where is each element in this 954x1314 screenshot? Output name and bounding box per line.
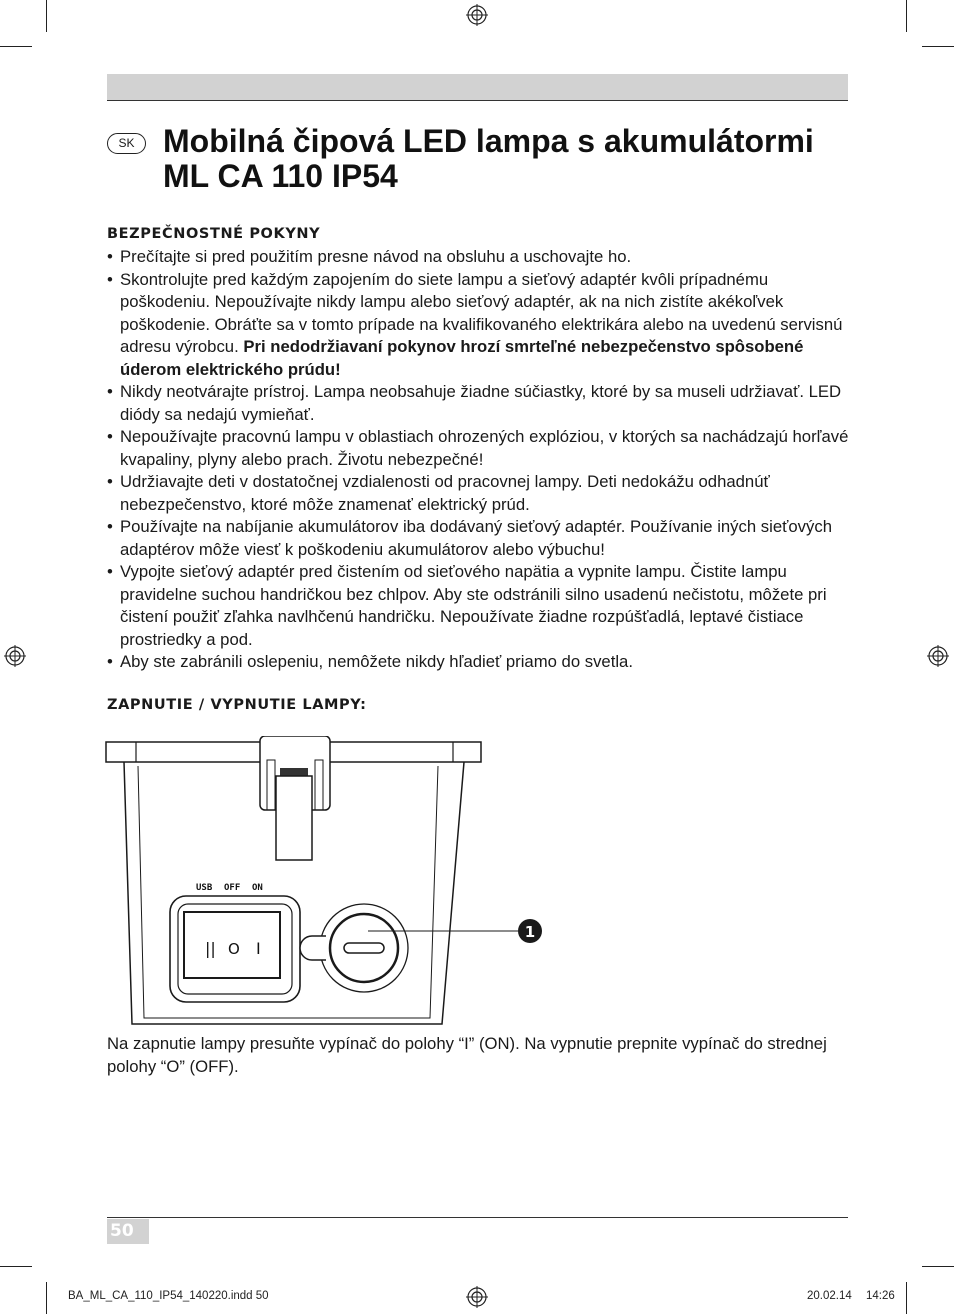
safety-item-warning: Pri nedodržiavaní pokynov hrozí smrteľné nebezpečenstvo spôsobené úderom elektrického prúdu!: [120, 337, 804, 379]
safety-item: [107, 516, 852, 561]
safety-item: [107, 471, 852, 516]
safety-item: [107, 561, 852, 651]
switch-label-off: OFF: [224, 883, 241, 893]
crop-mark: [0, 46, 32, 47]
registration-mark-icon: [466, 1286, 488, 1308]
safety-heading: BEZPEČNOSTNÉ POKYNY: [107, 226, 321, 242]
socket-tab: [300, 936, 326, 960]
switch-symbol-usb: ||: [205, 939, 216, 958]
lamp-switch-illustration: [104, 736, 544, 1028]
switch-symbol-on: I: [256, 939, 261, 958]
switch-label-on: ON: [252, 883, 263, 893]
slug-file-name: BA_ML_CA_110_IP54_140220.indd 50: [68, 1290, 269, 1302]
safety-item-text: Aby ste zabránili oslepeniu, nemôžete nikdy hľadieť priamo do svetla.: [120, 652, 633, 671]
crop-mark: [0, 1266, 32, 1267]
language-badge: SK: [107, 133, 146, 154]
safety-item: [107, 381, 852, 426]
safety-item-text: Skontrolujte pred každým zapojením do siete lampu a sieťový adaptér kvôli prípadnému poškodeniu. Nepoužívajte nikdy lampu alebo sieťový adaptér, ak na nich zistíte akékoľvek poškodenie. Obráťte sa v tomto prípade na kvalifikovaného elektrikára alebo na uvedenú servisnú adresu výrobcu.: [120, 269, 843, 356]
registration-mark-icon: [4, 645, 26, 667]
slug-date: 20.02.14: [807, 1290, 852, 1302]
socket-slot: [344, 943, 384, 953]
handle-strap: [276, 776, 312, 860]
safety-item: [107, 269, 852, 382]
footer-rule: [107, 1217, 848, 1218]
crop-mark: [922, 46, 954, 47]
registration-mark-icon: [927, 645, 949, 667]
slug-time: 14:26: [866, 1290, 895, 1302]
switch-symbol-off: O: [228, 940, 240, 958]
header-bar: [107, 74, 848, 101]
registration-mark-icon: [466, 4, 488, 26]
switch-instructions: Na zapnutie lampy presuňte vypínač do polohy “I” (ON). Na vypnutie prepnite vypínač do strednej polohy “O” (OFF).: [107, 1034, 827, 1076]
safety-item-text: Nikdy neotvárajte prístroj. Lampa neobsahuje žiadne súčiastky, ktoré by sa museli udržiavať. LED diódy sa nedajú vymieňať.: [120, 382, 842, 424]
safety-item-text: Prečítajte si pred použitím presne návod na obsluhu a uschovajte ho.: [120, 247, 632, 266]
safety-item: [107, 426, 852, 471]
safety-item-text: Nepoužívajte pracovnú lampu v oblastiach ohrozených explóziou, v ktorých sa nachádzajú horľavé kvapaliny, plyny alebo prach. Životu nebezpečné!: [120, 427, 849, 469]
crop-mark: [906, 1282, 907, 1314]
safety-item: [107, 651, 852, 674]
crop-mark: [46, 0, 47, 32]
crop-mark: [922, 1266, 954, 1267]
switch-label-usb: USB: [196, 883, 213, 893]
crop-mark: [46, 1282, 47, 1314]
crop-mark: [906, 0, 907, 32]
page-number: 50: [107, 1219, 149, 1244]
safety-item-text: Udržiavajte deti v dostatočnej vzdialenosti od pracovnej lampy. Deti nedokážu odhadnúť nebezpečenstvo, ktoré môže znamenať elektrický prúd.: [120, 472, 770, 514]
safety-item-text: Vypojte sieťový adaptér pred čistením od sieťového napätia a vypnite lampu. Čistite lampu pravidelne suchou handričkou bez chlpov. Aby ste odstránili silno usadenú nečistotu, môžete pri čistení použiť zľahka navlhčenú handričku. Nepoužívate žiadne rozpúšťadlá, leptavé čistiace prostriedky a pod.: [120, 562, 827, 649]
switch-section-heading: ZAPNUTIE / VYPNUTIE LAMPY:: [107, 697, 367, 713]
safety-list: [107, 246, 852, 674]
page-title: Mobilná čipová LED lampa s akumulátormi ML CA 110 IP54: [163, 123, 814, 194]
safety-item-text: Používajte na nabíjanie akumulátorov iba dodávaný sieťový adaptér. Používanie iných sieťových adaptérov môže viesť k poškodeniu akumulátorov alebo výbuchu!: [120, 517, 832, 559]
safety-item: [107, 246, 852, 269]
handle-clip-grip: [280, 768, 308, 776]
callout-number: 1: [524, 923, 536, 941]
